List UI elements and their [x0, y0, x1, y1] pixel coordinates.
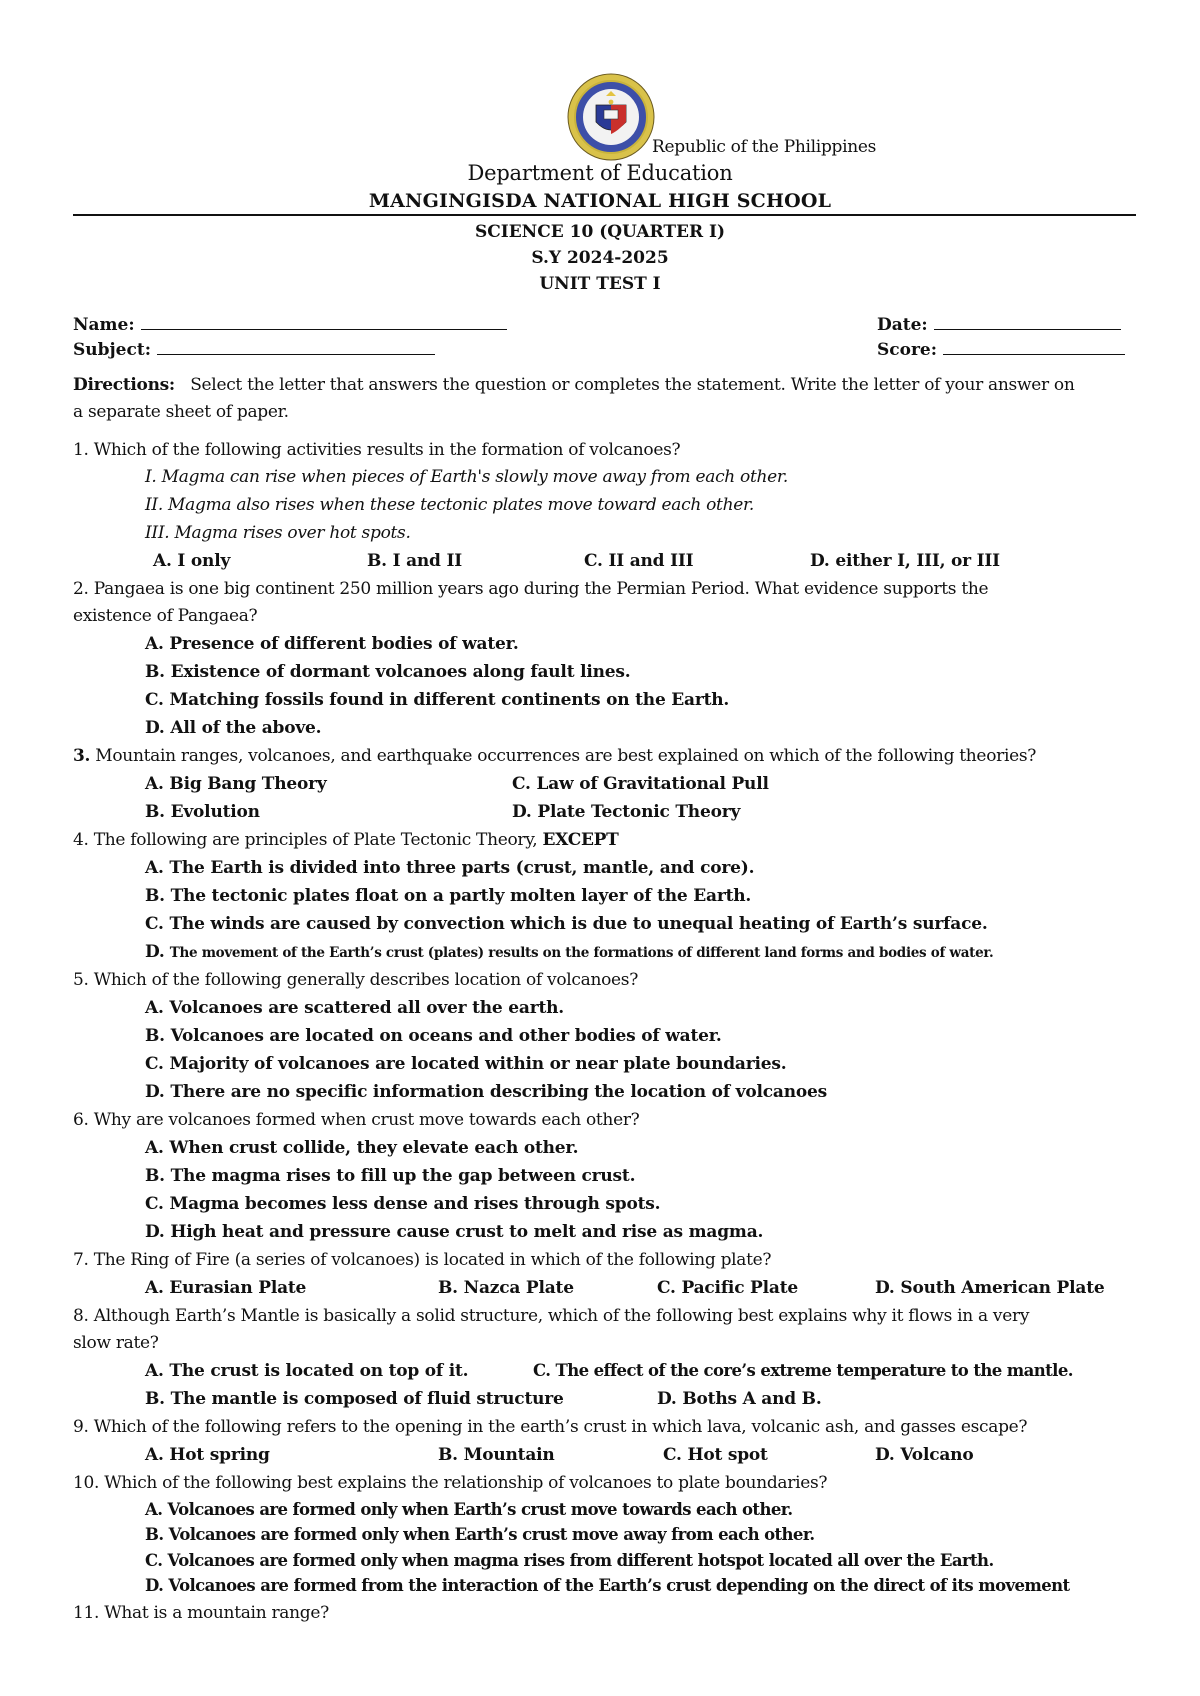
q2-option-d[interactable]: D. All of the above.	[145, 718, 322, 738]
q3-option-c[interactable]: C. Law of Gravitational Pull	[512, 774, 769, 794]
q10-option-b[interactable]: B. Volcanoes are formed only when Earth’s crust move away from each other.	[145, 1525, 815, 1544]
date-field[interactable]	[877, 313, 1121, 335]
subject-label: Subject:	[73, 340, 151, 360]
date-blank[interactable]	[934, 313, 1121, 330]
q9-option-d[interactable]: D. Volcano	[875, 1445, 974, 1465]
q2-stem-line-1: 2. Pangaea is one big continent 250 million years ago during the Permian Period. What evidence supports the	[73, 579, 989, 599]
directions-line-2: a separate sheet of paper.	[73, 402, 289, 422]
republic-text: Republic of the Philippines	[652, 137, 877, 157]
q6-option-a[interactable]: A. When crust collide, they elevate each other.	[145, 1138, 579, 1158]
q1-statement-3: III. Magma rises over hot spots.	[145, 523, 411, 543]
q6-option-d[interactable]: D. High heat and pressure cause crust to melt and rise as magma.	[145, 1222, 764, 1242]
q2-stem-line-2: existence of Pangaea?	[73, 606, 258, 626]
q9-option-c[interactable]: C. Hot spot	[663, 1445, 768, 1465]
q10-stem: 10. Which of the following best explains the relationship of volcanoes to plate boundaries?	[73, 1473, 828, 1493]
q1-statement-2: II. Magma also rises when these tectonic plates move toward each other.	[145, 495, 755, 515]
q4-option-a[interactable]: A. The Earth is divided into three parts (crust, mantle, and core).	[145, 858, 755, 878]
deped-seal-logo	[566, 72, 656, 162]
q1-statement-1: I. Magma can rise when pieces of Earth's slowly move away from each other.	[145, 467, 788, 487]
q5-option-c[interactable]: C. Majority of volcanoes are located within or near plate boundaries.	[145, 1054, 787, 1074]
q8-option-b[interactable]: B. The mantle is composed of fluid structure	[145, 1389, 564, 1409]
q4-stem-text: 4. The following are principles of Plate Tectonic Theory,	[73, 830, 538, 850]
date-label: Date:	[877, 315, 928, 335]
q4-option-d-letter: D.	[145, 942, 165, 962]
name-label: Name:	[73, 315, 135, 335]
q6-stem: 6. Why are volcanoes formed when crust move towards each other?	[73, 1110, 640, 1130]
q3-stem	[73, 746, 1036, 766]
q5-option-b[interactable]: B. Volcanoes are located on oceans and other bodies of water.	[145, 1026, 722, 1046]
subject-blank[interactable]	[157, 338, 435, 355]
q5-option-a[interactable]: A. Volcanoes are scattered all over the earth.	[145, 998, 564, 1018]
q9-option-a[interactable]: A. Hot spring	[145, 1445, 270, 1465]
q8-option-a[interactable]: A. The crust is located on top of it.	[145, 1361, 469, 1381]
q2-option-b[interactable]: B. Existence of dormant volcanoes along fault lines.	[145, 662, 631, 682]
directions-text-1: Select the letter that answers the question or completes the statement. Write the letter of your answer on	[190, 375, 1075, 395]
school-year: S.Y 2024-2025	[531, 248, 669, 268]
score-label: Score:	[877, 340, 938, 360]
q3-number: 3.	[73, 746, 91, 766]
q3-option-b[interactable]: B. Evolution	[145, 802, 260, 822]
q1-stem: 1. Which of the following activities results in the formation of volcanoes?	[73, 440, 681, 460]
q7-option-a[interactable]: A. Eurasian Plate	[145, 1278, 307, 1298]
q4-option-b[interactable]: B. The tectonic plates float on a partly molten layer of the Earth.	[145, 886, 752, 906]
q9-stem: 9. Which of the following refers to the opening in the earth’s crust in which lava, volcanic ash, and gasses escape?	[73, 1417, 1028, 1437]
q2-option-c[interactable]: C. Matching fossils found in different continents on the Earth.	[145, 690, 730, 710]
q8-stem-line-2: slow rate?	[73, 1333, 159, 1353]
name-field[interactable]	[73, 313, 507, 335]
q10-option-d[interactable]: D. Volcanoes are formed from the interaction of the Earth’s crust depending on the direct of its movement	[145, 1576, 1070, 1595]
q3-option-d[interactable]: D. Plate Tectonic Theory	[512, 802, 741, 822]
test-title: UNIT TEST I	[539, 274, 661, 294]
q10-option-a[interactable]: A. Volcanoes are formed only when Earth’s crust move towards each other.	[145, 1500, 793, 1519]
q3-option-a[interactable]: A. Big Bang Theory	[145, 774, 327, 794]
q1-option-d[interactable]: D. either I, III, or III	[810, 551, 1000, 571]
q10-option-c[interactable]: C. Volcanoes are formed only when magma rises from different hotspot located all over the Earth.	[145, 1551, 994, 1570]
q2-option-a[interactable]: A. Presence of different bodies of water.	[145, 634, 519, 654]
header-divider	[73, 214, 1136, 216]
q6-option-b[interactable]: B. The magma rises to fill up the gap between crust.	[145, 1166, 636, 1186]
directions-line-1	[73, 375, 1075, 395]
q6-option-c[interactable]: C. Magma becomes less dense and rises through spots.	[145, 1194, 661, 1214]
q4-except: EXCEPT	[542, 830, 619, 850]
q8-stem-line-1: 8. Although Earth’s Mantle is basically a solid structure, which of the following best explains why it flows in a very	[73, 1306, 1030, 1326]
q5-option-d[interactable]: D. There are no specific information describing the location of volcanoes	[145, 1082, 827, 1102]
q7-option-c[interactable]: C. Pacific Plate	[657, 1278, 798, 1298]
q7-stem: 7. The Ring of Fire (a series of volcanoes) is located in which of the following plate?	[73, 1250, 772, 1270]
q4-option-d-text: The movement of the Earth’s crust (plates) results on the formations of different land forms and bodies of water.	[169, 945, 994, 961]
q1-option-a[interactable]: A. I only	[153, 551, 231, 571]
score-blank[interactable]	[943, 338, 1125, 355]
department-text: Department of Education	[467, 161, 733, 185]
q3-stem-text: Mountain ranges, volcanoes, and earthquake occurrences are best explained on which of the following theories?	[95, 746, 1037, 766]
q4-stem	[73, 830, 619, 850]
q4-option-c[interactable]: C. The winds are caused by convection which is due to unequal heating of Earth’s surface.	[145, 914, 988, 934]
q7-option-d[interactable]: D. South American Plate	[875, 1278, 1105, 1298]
subject-title: SCIENCE 10 (QUARTER I)	[474, 222, 726, 242]
q11-stem: 11. What is a mountain range?	[73, 1603, 329, 1623]
q7-option-b[interactable]: B. Nazca Plate	[438, 1278, 574, 1298]
q8-option-d[interactable]: D. Boths A and B.	[657, 1389, 822, 1409]
subject-field[interactable]	[73, 338, 435, 360]
q4-option-d[interactable]	[145, 942, 993, 962]
name-blank[interactable]	[141, 313, 507, 330]
directions-label: Directions:	[73, 375, 175, 395]
school-name: MANGINGISDA NATIONAL HIGH SCHOOL	[368, 190, 832, 212]
q1-option-b[interactable]: B. I and II	[367, 551, 462, 571]
score-field[interactable]	[877, 338, 1125, 360]
q5-stem: 5. Which of the following generally describes location of volcanoes?	[73, 970, 639, 990]
q9-option-b[interactable]: B. Mountain	[438, 1445, 555, 1465]
q1-option-c[interactable]: C. II and III	[584, 551, 694, 571]
q8-option-c[interactable]: C. The effect of the core’s extreme temperature to the mantle.	[533, 1361, 1073, 1380]
